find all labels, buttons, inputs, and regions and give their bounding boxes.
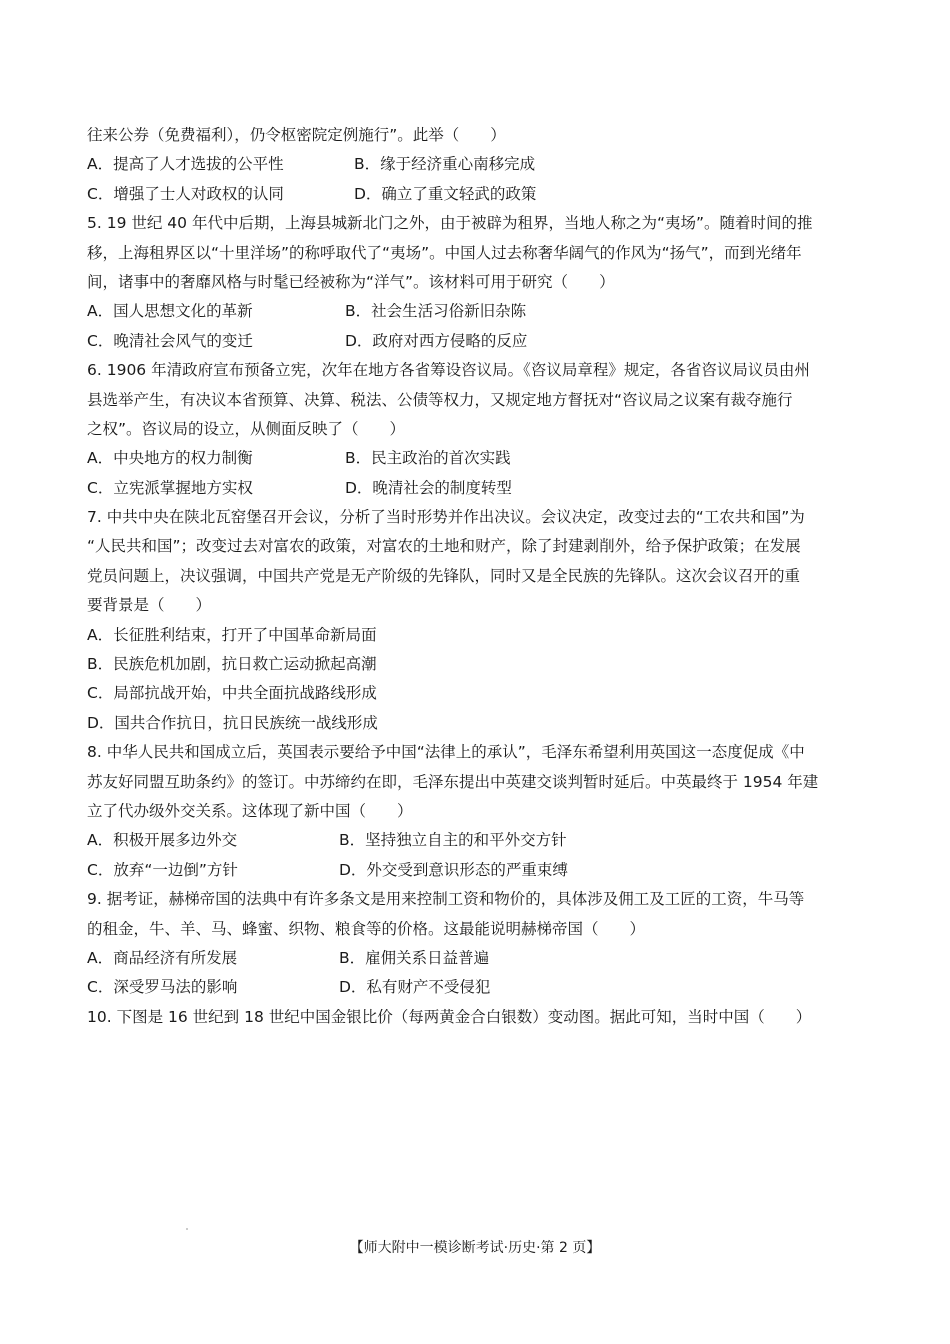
answer-option: C．立宪派掌握地方实权 <box>87 478 253 497</box>
question-block-q7 <box>87 503 865 738</box>
answer-option: D．外交受到意识形态的严重束缚 <box>339 860 568 879</box>
question-stem-line: 要背景是（ ） <box>87 596 212 615</box>
answer-option: C．局部抗战开始，中共全面抗战路线形成 <box>87 684 377 703</box>
answer-option: C．晚清社会风气的变迁 <box>87 331 253 350</box>
answer-option: B．社会生活习俗新旧杂陈 <box>345 302 527 321</box>
page-footer: 【师大附中一模诊断考试·历史·第 2 页】 <box>349 1240 601 1256</box>
option-row <box>87 973 865 1002</box>
question-stem-line: 之权”。咨议局的设立，从侧面反映了（ ） <box>87 419 406 438</box>
question-stem-line: 党员问题上，决议强调，中国共产党是无产阶级的先锋队，同时又是全民族的先锋队。这次会议召开的重 <box>87 566 801 585</box>
option-row <box>87 444 865 473</box>
option-row <box>87 150 865 179</box>
question-block-q6 <box>87 356 865 503</box>
option-row <box>87 474 865 503</box>
answer-option: B．缘于经济重心南移完成 <box>354 155 536 174</box>
answer-option: B．雇佣关系日益普遍 <box>339 948 490 967</box>
question-stem-line: 立了代办级外交关系。这体现了新中国（ ） <box>87 801 413 820</box>
question-block-q4-tail <box>87 121 865 209</box>
answer-option: A．国人思想文化的革新 <box>87 302 253 321</box>
answer-option: D．私有财产不受侵犯 <box>339 978 491 997</box>
question-stem-line: 苏友好同盟互助条约》的签订。中苏缔约在即，毛泽东提出中英建交谈判暂时延后。中英最终于 1954 年建 <box>87 772 819 791</box>
option-row <box>87 944 865 973</box>
question-block-q9 <box>87 885 865 1003</box>
answer-option: D．确立了重文轻武的政策 <box>354 184 537 203</box>
answer-option: C．放弃“一边倒”方针 <box>87 860 238 879</box>
option-row <box>87 621 865 650</box>
answer-option: D．政府对西方侵略的反应 <box>345 331 528 350</box>
question-stem-line: 间，诸事中的奢靡风格与时髦已经被称为“洋气”。该材料可用于研究（ ） <box>87 272 615 291</box>
question-block-q5 <box>87 209 865 356</box>
option-row <box>87 327 865 356</box>
question-stem-line: 移，上海租界区以“十里洋场”的称呼取代了“夷场”。中国人过去称奢华阔气的作风为“扬气”，而到光绪年 <box>87 243 802 262</box>
question-stem-line: 县选举产生，有决议本省预算、决算、税法、公债等权力，又规定地方督抚对“咨议局之议案有裁夺施行 <box>87 390 793 409</box>
answer-option: B．民族危机加剧，抗日救亡运动掀起高潮 <box>87 655 377 674</box>
question-stem-line: 10. 下图是 16 世纪到 18 世纪中国金银比价（每两黄金合白银数）变动图。据此可知，当时中国（ ） <box>87 1007 812 1026</box>
question-stem-line: 5. 19 世纪 40 年代中后期，上海县城新北门之外，由于被辟为租界，当地人称之为“夷场”。随着时间的推 <box>87 214 813 233</box>
question-block-q10 <box>87 1003 865 1032</box>
option-row <box>87 650 865 679</box>
question-stem-line: 往来公券（免费福利），仍令枢密院定例施行”。此举（ ） <box>87 126 506 144</box>
answer-option: A．长征胜利结束，打开了中国革命新局面 <box>87 625 377 644</box>
answer-option: C．增强了士人对政权的认同 <box>87 184 284 203</box>
option-row <box>87 709 865 738</box>
answer-option: D．晚清社会的制度转型 <box>345 478 512 497</box>
option-row <box>87 297 865 326</box>
option-row <box>87 679 865 708</box>
answer-option: C．深受罗马法的影响 <box>87 978 238 997</box>
option-row <box>87 180 865 209</box>
answer-option: A．中央地方的权力制衡 <box>87 449 253 468</box>
option-row <box>87 856 865 885</box>
question-content <box>87 121 865 1032</box>
answer-option: A．积极开展多边外交 <box>87 831 238 850</box>
answer-option: A．提高了人才选拔的公平性 <box>87 155 284 174</box>
question-stem-line: 7. 中共中央在陕北瓦窑堡召开会议，分析了当时形势并作出决议。会议决定，改变过去的“工农共和国”为 <box>87 508 805 527</box>
question-stem-line: 8. 中华人民共和国成立后，英国表示要给予中国“法律上的承认”，毛泽东希望利用英国这一态度促成《中 <box>87 743 805 762</box>
question-stem-line: 6. 1906 年清政府宣布预备立宪，次年在地方各省筹设咨议局。《咨议局章程》规定，各省咨议局议员由州 <box>87 361 810 380</box>
scan-speck <box>186 1228 188 1230</box>
answer-option: B．民主政治的首次实践 <box>345 449 511 468</box>
answer-option: D．国共合作抗日，抗日民族统一战线形成 <box>87 713 378 732</box>
question-stem-line: 9. 据考证，赫梯帝国的法典中有许多条文是用来控制工资和物价的，具体涉及佣工及工匠的工资，牛马等 <box>87 890 805 909</box>
question-stem-line: 的租金，牛、羊、马、蜂蜜、织物、粮食等的价格。这最能说明赫梯帝国（ ） <box>87 919 646 938</box>
answer-option: A．商品经济有所发展 <box>87 948 238 967</box>
question-block-q8 <box>87 738 865 885</box>
answer-option: B．坚持独立自主的和平外交方针 <box>339 831 567 850</box>
question-stem-line: “人民共和国”；改变过去对富农的政策，对富农的土地和财产，除了封建剥削外，给予保护政策；在发展 <box>87 537 801 556</box>
option-row <box>87 826 865 855</box>
